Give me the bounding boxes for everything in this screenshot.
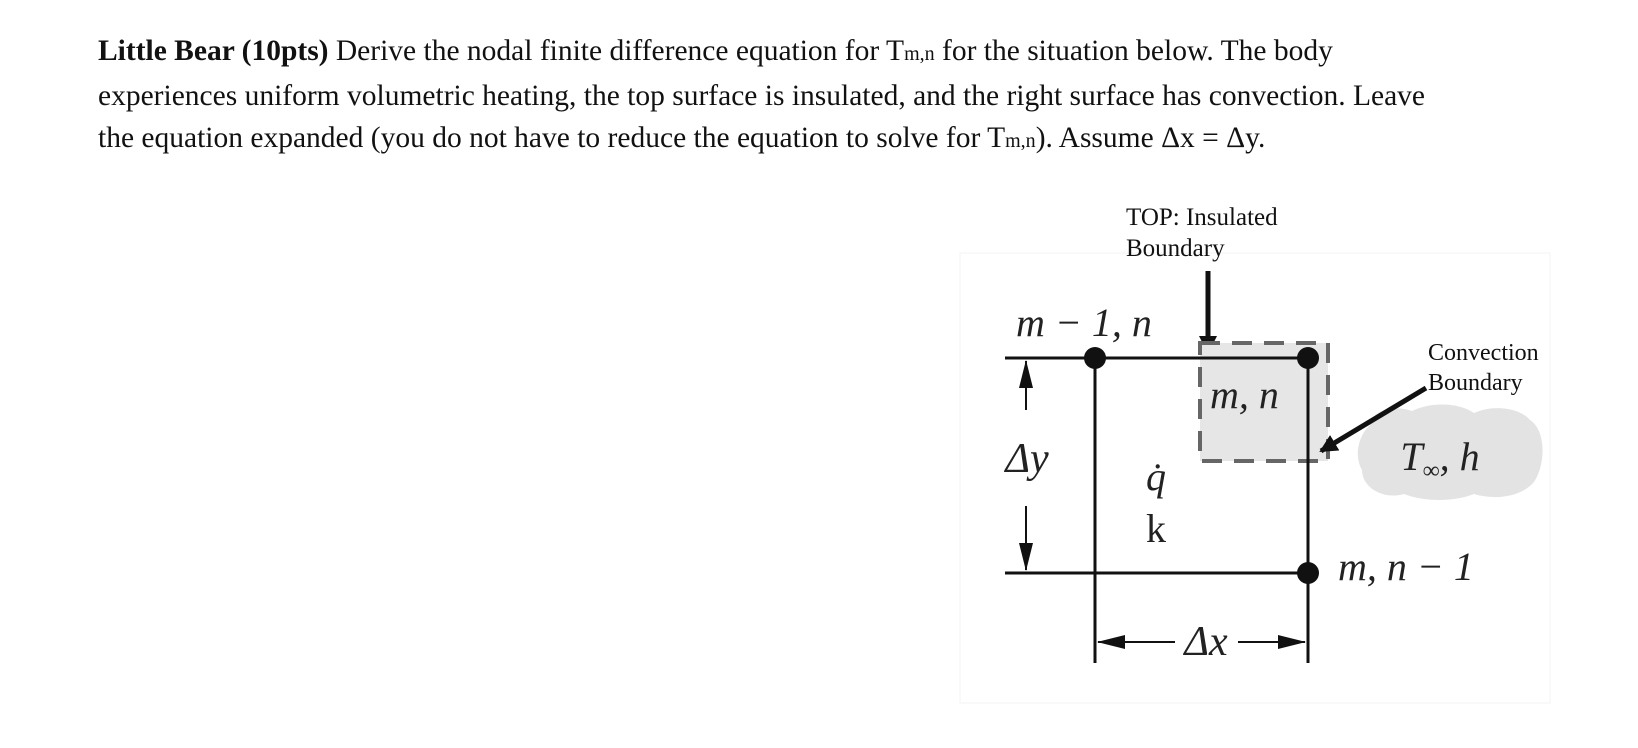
- dx-label: Δx: [1184, 619, 1228, 665]
- t-inf-rest: , h: [1439, 434, 1480, 479]
- t-inf-label: [1400, 434, 1479, 484]
- problem-line-1b: for the situation below. The body: [934, 35, 1333, 67]
- dy-label: Δy: [1005, 436, 1049, 482]
- node-below-label: m, n − 1: [1338, 544, 1474, 589]
- t-inf-t: T: [1400, 434, 1423, 479]
- node-center-label: m, n: [1210, 372, 1279, 417]
- convection-label-1: Convection: [1428, 340, 1539, 366]
- qdot-label: q̇: [1146, 454, 1166, 499]
- node-m-n-1: [1297, 562, 1319, 584]
- top-boundary-label: Boundary: [1126, 235, 1225, 262]
- convection-label-2: Boundary: [1428, 370, 1523, 396]
- node-m-n: [1297, 347, 1319, 369]
- problem-line-3b: ). Assume Δx = Δy.: [1035, 122, 1266, 154]
- problem-line-2: experiences uniform volumetric heating, the top surface is insulated, and the right surface has convection. Leave: [98, 80, 1426, 112]
- problem-title: Little Bear (10pts): [98, 35, 329, 67]
- problem-line-3a: the equation expanded (you do not have to reduce the equation to solve for T: [98, 122, 1006, 154]
- top-insulated-label: TOP: Insulated: [1126, 204, 1278, 231]
- tmn-subscript-1: m,n: [904, 43, 935, 65]
- t-inf-sub: ∞: [1422, 458, 1440, 484]
- node-left-label: m − 1, n: [1016, 300, 1152, 345]
- k-label: k: [1146, 506, 1166, 551]
- tmn-subscript-2: m,n: [1005, 130, 1036, 152]
- problem-line-1: Derive the nodal finite difference equation for T: [328, 35, 905, 67]
- node-m-1-n: [1084, 347, 1106, 369]
